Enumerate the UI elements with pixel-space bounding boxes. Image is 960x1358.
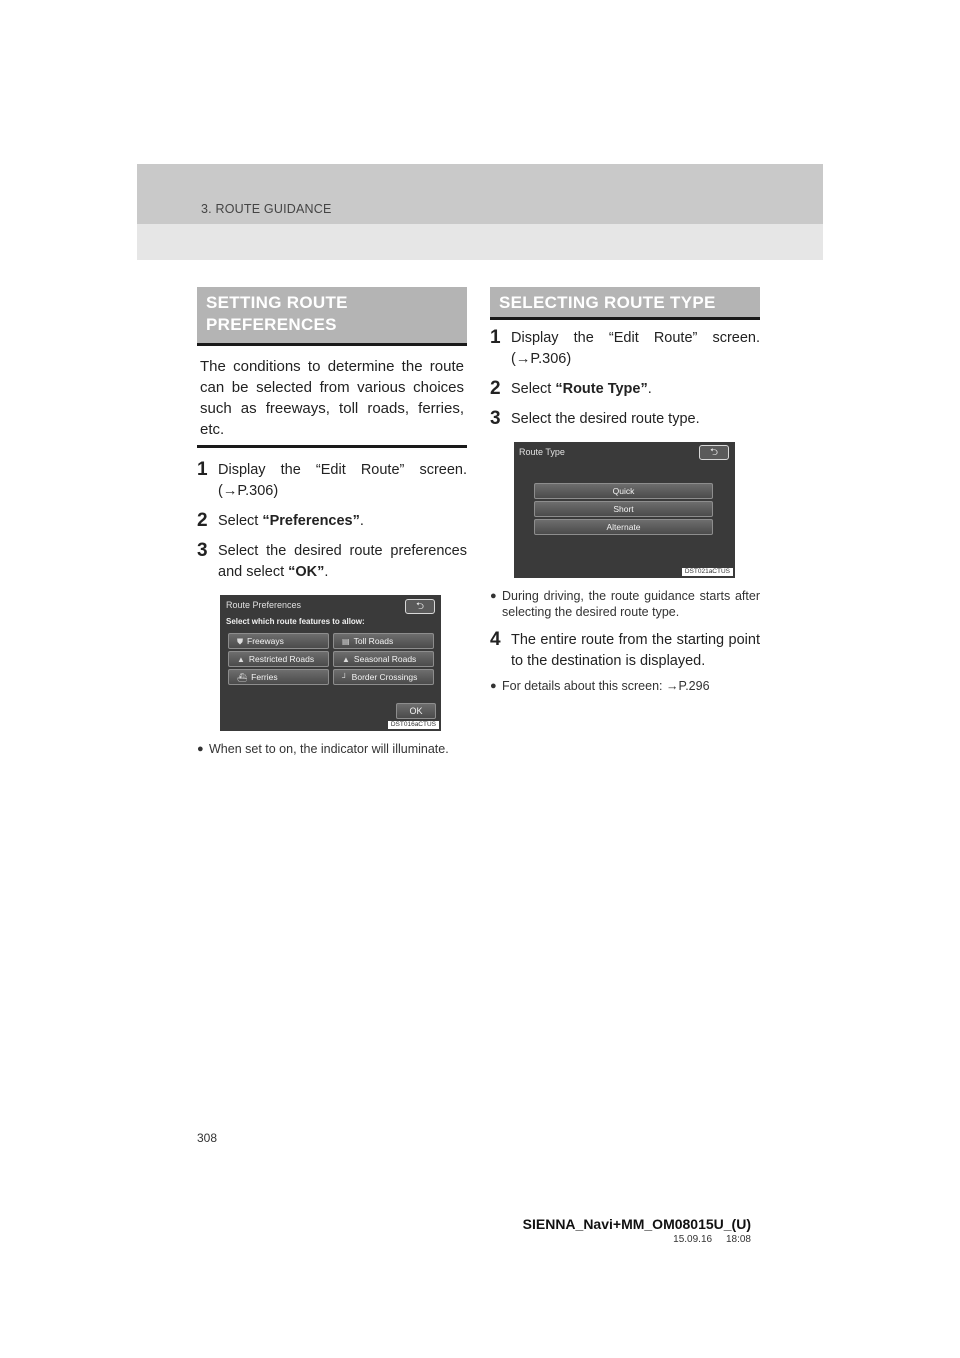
- step-prefix: Select the desired route preferences and select: [218, 543, 467, 580]
- step-suffix: .: [647, 381, 652, 397]
- back-button[interactable]: [405, 599, 435, 614]
- step-3: [490, 409, 760, 430]
- back-arrow-icon: ⮌: [415, 601, 424, 612]
- right-column: [490, 287, 760, 694]
- ferries-button[interactable]: [228, 669, 329, 685]
- button-label: Alternate: [606, 522, 641, 532]
- step-keyword: “OK”: [288, 564, 325, 580]
- ferry-icon: ⛴: [237, 673, 248, 682]
- alternate-button[interactable]: [534, 519, 713, 535]
- quick-button[interactable]: [534, 483, 713, 499]
- step-keyword: “Preferences”: [262, 513, 360, 529]
- image-code: DST021aCTUS: [682, 568, 733, 576]
- short-button[interactable]: [534, 501, 713, 517]
- freeway-icon: ⛊: [237, 637, 243, 646]
- list-item: [490, 678, 760, 694]
- bullet-icon: ●: [197, 743, 204, 755]
- step-1: [490, 328, 760, 370]
- back-arrow-icon: ⮌: [709, 447, 718, 458]
- left-column: [197, 287, 467, 757]
- step-prefix: Select: [218, 513, 263, 529]
- header-band: [137, 164, 823, 260]
- section-heading-route-type: SELECTING ROUTE TYPE: [490, 287, 760, 320]
- button-label: OK: [409, 706, 423, 716]
- screen-subtitle: Select which route features to allow:: [226, 617, 365, 626]
- toll-road-icon: ▤: [342, 637, 350, 646]
- step-text: Display the “Edit Route” screen. (→P.306): [511, 330, 760, 367]
- button-label: Toll Roads: [353, 636, 394, 646]
- route-preferences-screenshot: [220, 595, 441, 731]
- border-crossing-icon: ┘: [342, 673, 348, 682]
- step-suffix: .: [359, 513, 364, 529]
- button-label: Quick: [612, 486, 635, 496]
- button-label: Border Crossings: [351, 672, 418, 682]
- seasonal-road-icon: ▲: [342, 655, 350, 664]
- step-number: 3: [197, 540, 208, 561]
- step-text: [218, 511, 364, 532]
- restricted-roads-button[interactable]: [228, 651, 329, 667]
- button-label: Ferries: [251, 672, 278, 682]
- bullet-text: For details about this screen: →P.296: [502, 679, 710, 693]
- route-type-screenshot: [514, 442, 735, 578]
- step-number: 3: [490, 408, 501, 429]
- step-text: The entire route from the starting point to the destination is displayed.: [511, 632, 760, 669]
- step-1: [197, 460, 467, 502]
- image-code: DST016aCTUS: [388, 721, 439, 729]
- step-4: [490, 630, 760, 672]
- header-top-bar: [137, 164, 823, 224]
- button-label: Freeways: [247, 636, 284, 646]
- step-text: [511, 379, 652, 400]
- intro-text: The conditions to determine the route can be selected from various choices such as freeways, toll roads, ferries, etc.: [197, 354, 467, 448]
- button-label: Short: [613, 504, 634, 514]
- step-number: 1: [490, 327, 501, 348]
- section-heading-route-preferences: [197, 287, 467, 346]
- step-number: 4: [490, 629, 501, 650]
- ok-button[interactable]: [396, 703, 436, 719]
- screen-title: Route Preferences: [226, 600, 302, 610]
- step-number: 2: [490, 378, 501, 399]
- document-date: 15.09.16 18:08: [673, 1234, 751, 1245]
- step-suffix: .: [324, 564, 329, 580]
- step-number: 2: [197, 510, 208, 531]
- seasonal-roads-button[interactable]: [333, 651, 434, 667]
- step-text: [218, 541, 467, 583]
- step-text: Select the desired route type.: [511, 411, 700, 427]
- bullet-text: When set to on, the indicator will illuminate.: [209, 742, 449, 756]
- freeways-button[interactable]: [228, 633, 329, 649]
- screen-title: Route Type: [519, 447, 565, 457]
- step-2: [197, 511, 467, 532]
- bullet-text: During driving, the route guidance starts after selecting the desired route type.: [502, 589, 760, 619]
- restricted-road-icon: ▲: [237, 655, 245, 664]
- bullet-icon: ●: [490, 590, 497, 602]
- bullet-icon: ●: [490, 680, 497, 692]
- list-item: [197, 741, 467, 757]
- step-keyword: “Route Type”: [555, 381, 648, 397]
- section-path: 3. ROUTE GUIDANCE: [201, 202, 332, 216]
- step-prefix: Select: [511, 381, 556, 397]
- toll-roads-button[interactable]: [333, 633, 434, 649]
- back-button[interactable]: [699, 445, 729, 460]
- step-3: [197, 541, 467, 583]
- list-item: [490, 588, 760, 620]
- step-text: Display the “Edit Route” screen. (→P.306): [218, 462, 467, 499]
- step-number: 1: [197, 459, 208, 480]
- border-crossings-button[interactable]: [333, 669, 434, 685]
- button-label: Restricted Roads: [248, 654, 315, 664]
- heading-line: SETTING ROUTE: [206, 293, 348, 312]
- step-2: [490, 379, 760, 400]
- heading-line: PREFERENCES: [206, 315, 337, 334]
- button-label: Seasonal Roads: [353, 654, 417, 664]
- page-number: 308: [197, 1131, 218, 1145]
- document-id: SIENNA_Navi+MM_OM08015U_(U): [522, 1216, 751, 1232]
